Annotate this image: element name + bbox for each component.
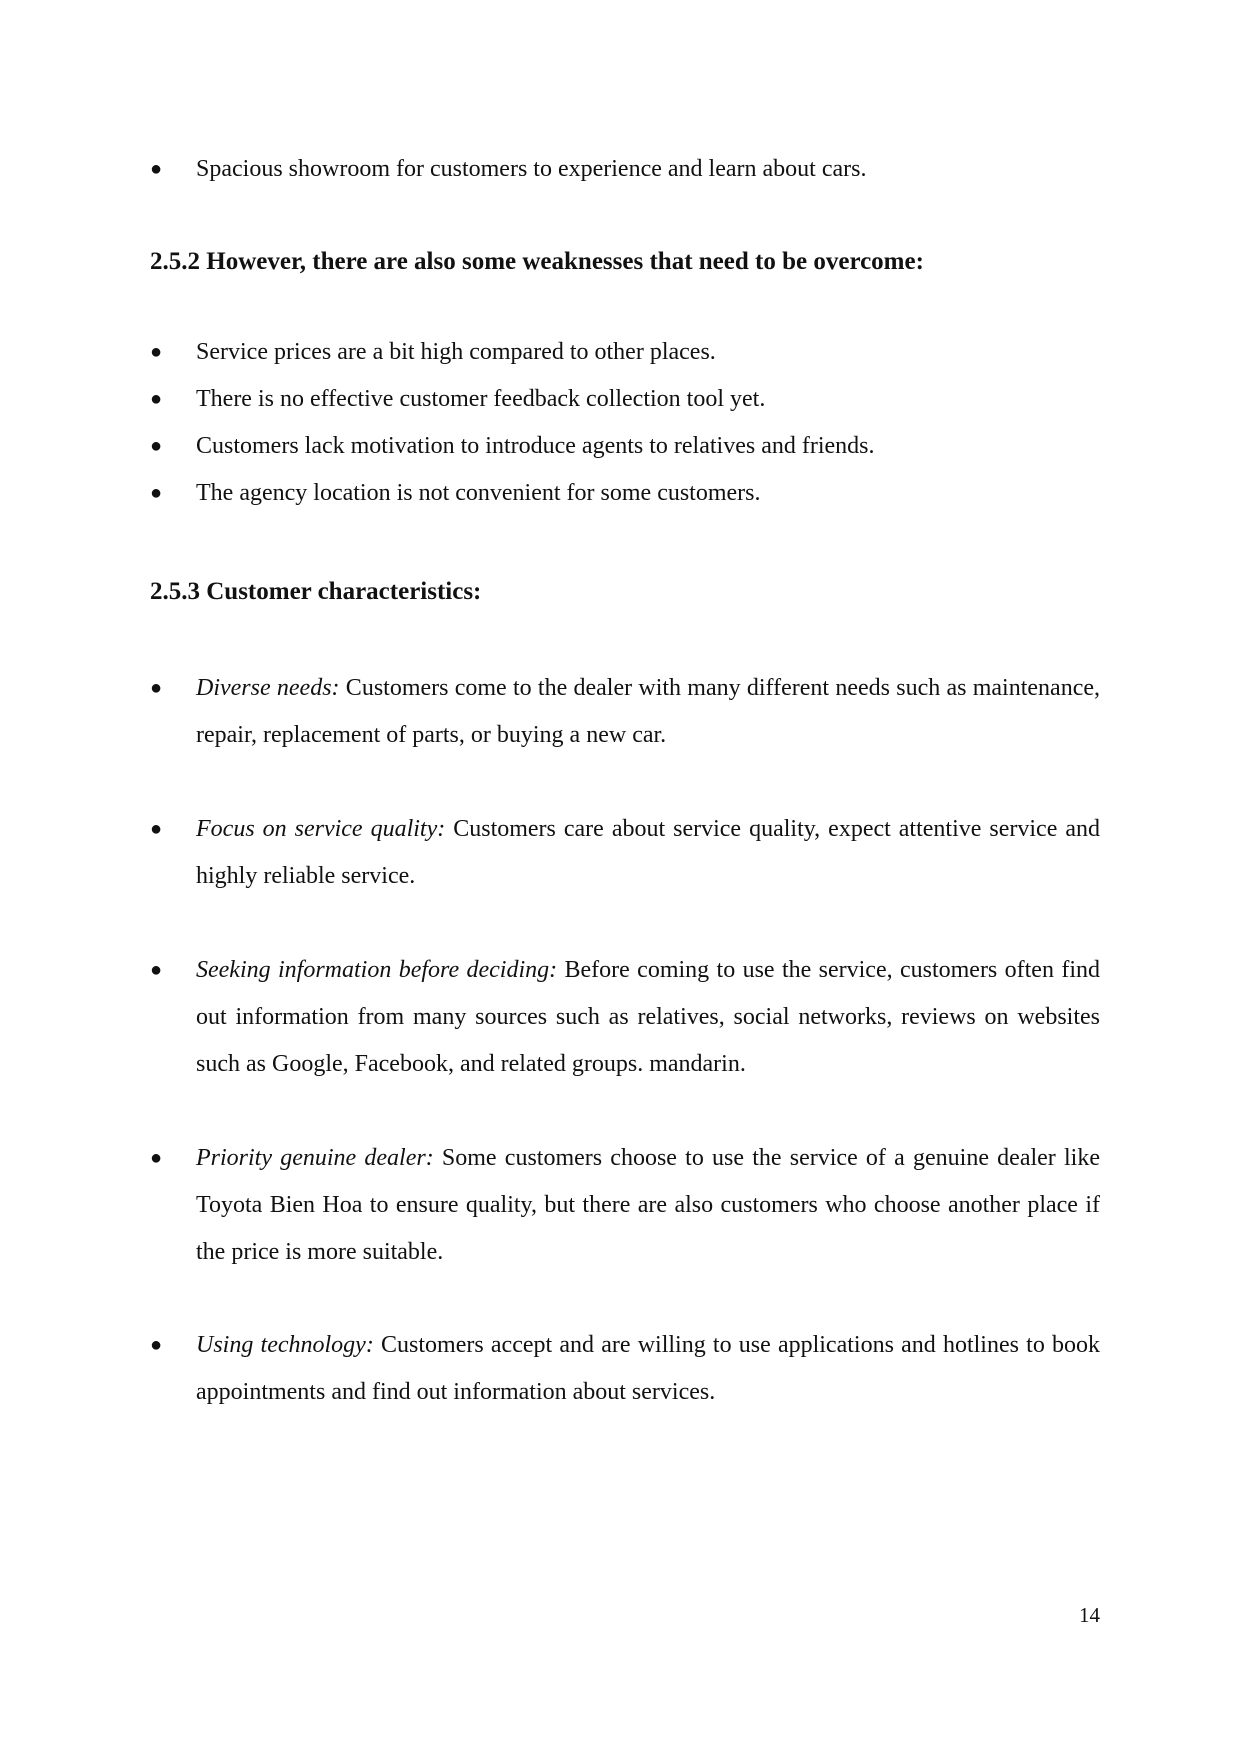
- characteristic-description: Customers accept and are willing to use applications and hotlines to book appointments and find out information about services.: [196, 1332, 1101, 1405]
- characteristic-description: Customers care about service quality, expect attentive service and highly reliable service.: [196, 816, 1100, 889]
- characteristic-term: Seeking information before deciding:: [196, 957, 558, 983]
- characteristic-term: Diverse needs:: [196, 675, 340, 701]
- list-item-text: [196, 1322, 1100, 1416]
- list-item-showroom: [150, 146, 1100, 193]
- list-item-text: The agency location is not convenient for some customers.: [196, 480, 761, 506]
- list-item-text: Service prices are a bit high compared to other places.: [196, 339, 716, 365]
- bullet-icon: [150, 423, 196, 470]
- bullet-icon: [150, 329, 196, 376]
- bullet-icon: [150, 947, 196, 994]
- list-item-text: Customers lack motivation to introduce agents to relatives and friends.: [196, 433, 875, 459]
- characteristic-item: [150, 1135, 1100, 1276]
- bullet-icon: [150, 146, 196, 193]
- list-item-text: [196, 665, 1100, 759]
- section-heading-characteristics: 2.5.3 Customer characteristics:: [150, 578, 482, 605]
- list-item-text: [196, 947, 1100, 1088]
- characteristic-item: [150, 947, 1100, 1088]
- characteristic-item: [150, 665, 1100, 759]
- characteristic-description: Customers come to the dealer with many different needs such as maintenance, repair, replacement of parts, or buying a new car.: [196, 675, 1101, 748]
- page-number: 14: [1079, 1603, 1100, 1627]
- characteristic-item: [150, 806, 1100, 900]
- characteristic-term: Focus on service quality:: [196, 816, 446, 842]
- characteristic-item: [150, 1322, 1100, 1416]
- section-heading-weaknesses: 2.5.2 However, there are also some weaknesses that need to be overcome:: [150, 248, 924, 275]
- characteristic-description: Some customers choose to use the service of a genuine dealer like Toyota Bien Hoa to ensure quality, but there are also customers who choose another place if the price is more suitable.: [196, 1145, 1100, 1265]
- characteristic-term: Priority genuine dealer:: [196, 1145, 434, 1171]
- list-item-text: Spacious showroom for customers to experience and learn about cars.: [196, 156, 867, 182]
- list-item-text: [196, 806, 1100, 900]
- bullet-icon: [150, 665, 196, 712]
- characteristic-description: Before coming to use the service, customers often find out information from many sources such as relatives, social networks, reviews on websites such as Google, Facebook, and related groups. mandarin.: [196, 957, 1100, 1077]
- bullet-icon: [150, 376, 196, 423]
- weakness-item: [150, 470, 1100, 517]
- characteristic-term: Using technology:: [196, 1332, 374, 1358]
- weakness-item: [150, 376, 1100, 423]
- weakness-item: [150, 423, 1100, 470]
- bullet-icon: [150, 470, 196, 517]
- bullet-icon: [150, 1322, 196, 1369]
- bullet-icon: [150, 806, 196, 853]
- bullet-icon: [150, 1135, 196, 1182]
- weakness-item: [150, 329, 1100, 376]
- list-item-text: [196, 1135, 1100, 1276]
- list-item-text: There is no effective customer feedback collection tool yet.: [196, 386, 766, 412]
